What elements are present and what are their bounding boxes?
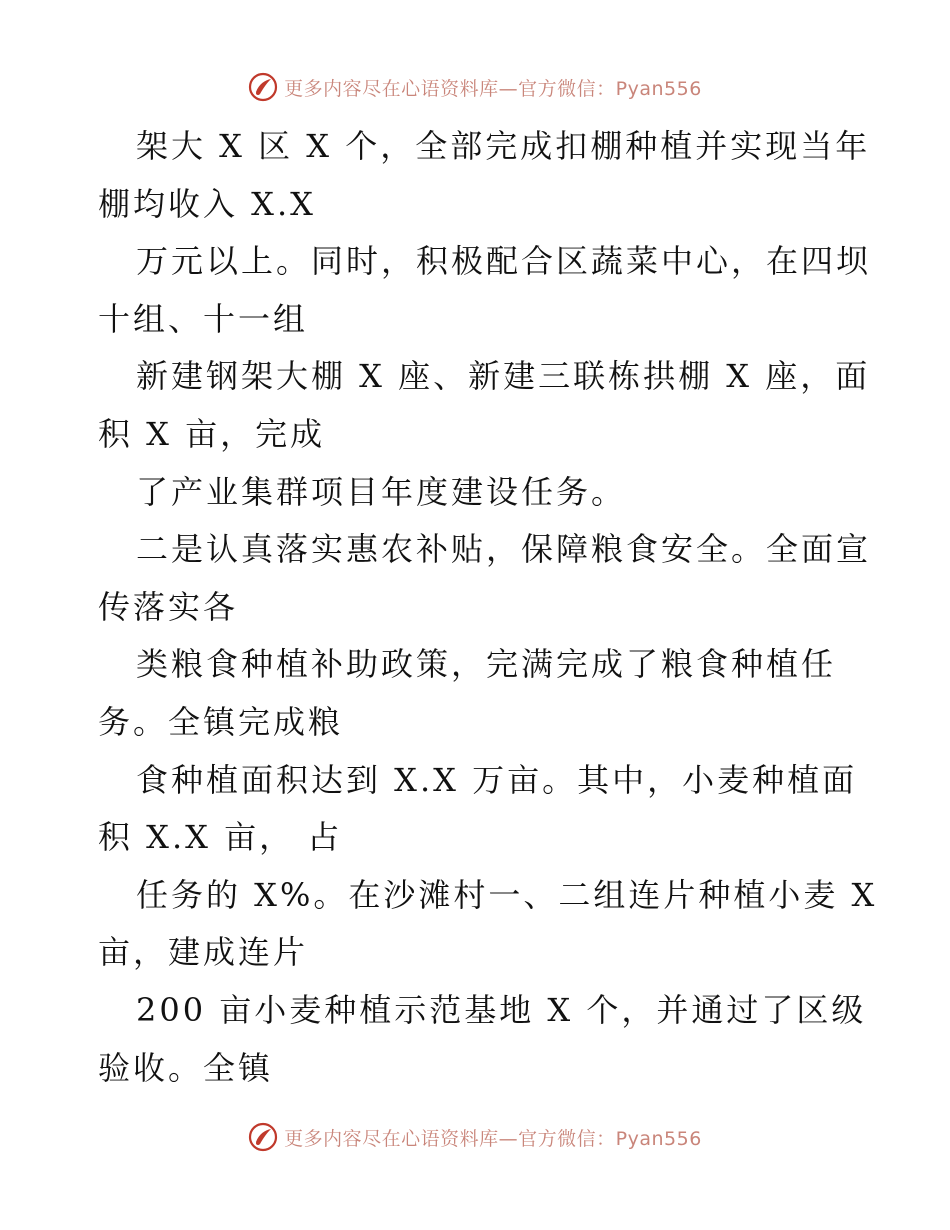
text-line: 棚均收入 X.X (98, 184, 316, 223)
text-line: 食种植面积达到 X.X 万亩。其中，小麦种植面 (136, 760, 858, 799)
watermark-text: 更多内容尽在心语资料库—官方微信：Pyan556 (284, 77, 702, 100)
text-line: 传落实各 (98, 587, 239, 626)
text-line: 了产业集群项目年度建设任务。 (136, 472, 627, 511)
text-line: 积 X 亩，完成 (98, 414, 326, 453)
text-line: 200 亩小麦种植示范基地 X 个，并通过了区级 (136, 990, 867, 1029)
text-line: 架大 X 区 X 个，全部完成扣棚种植并实现当年 (136, 127, 871, 165)
text-line: 类粮食种植补助政策，完满完成了粮食种植任 (136, 645, 837, 684)
text-line: 新建钢架大棚 X 座、新建三联栋拱棚 X 座，面 (136, 357, 871, 396)
document-body (98, 118, 878, 1097)
text-line: 十组、十一组 (98, 299, 309, 338)
text-line: 积 X.X 亩， 占 (98, 818, 343, 857)
text-line: 万元以上。同时，积极配合区蔬菜中心，在四坝 (136, 242, 872, 281)
text-line: 任务的 X%。在沙滩村一、二组连片种植小麦 X (136, 875, 878, 914)
text-line: 务。全镇完成粮 (98, 702, 344, 741)
footer-watermark (0, 1122, 950, 1152)
header-watermark (0, 72, 950, 102)
text-line: 二是认真落实惠农补贴，保障粮食安全。全面宣 (136, 530, 872, 569)
text-line: 验收。全镇 (98, 1048, 274, 1087)
brand-logo-icon (248, 1122, 278, 1152)
watermark-text: 更多内容尽在心语资料库—官方微信：Pyan556 (284, 1127, 702, 1150)
brand-logo-icon (248, 72, 278, 102)
text-line: 亩，建成连片 (98, 933, 309, 972)
